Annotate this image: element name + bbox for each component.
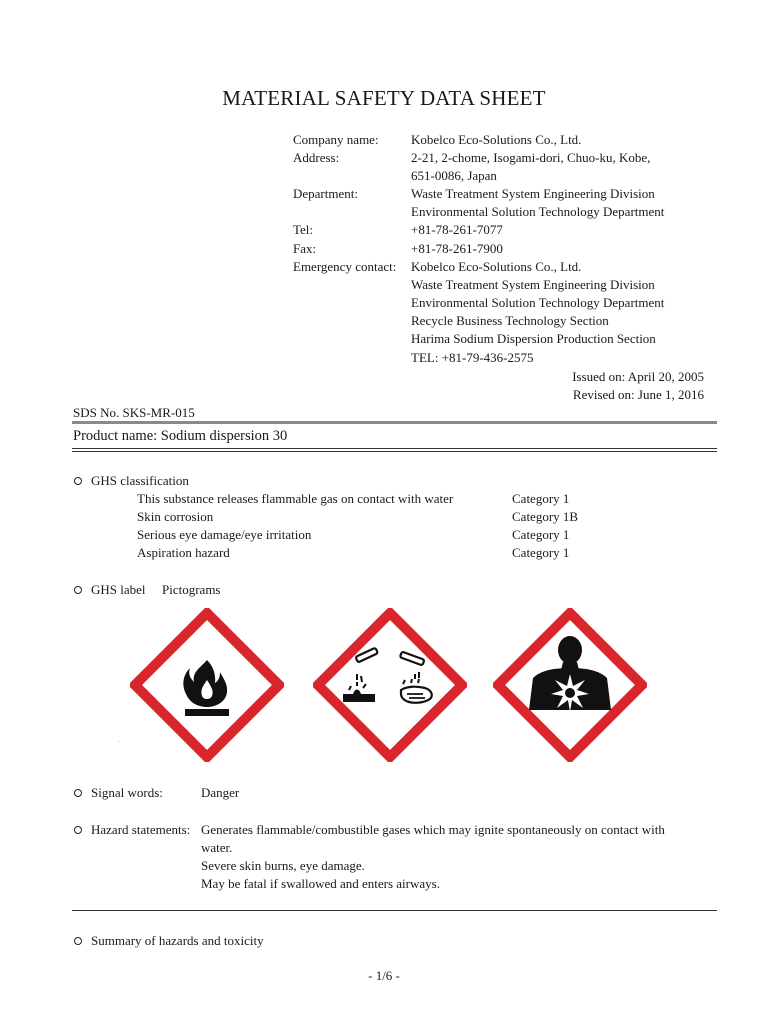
hazard-statement: May be fatal if swallowed and enters airways. [201,876,440,891]
emergency-line: TEL: +81-79-436-2575 [411,350,534,365]
hazard-statement: Severe skin burns, eye damage. [201,858,365,873]
tel-label: Tel: [293,222,314,237]
divider [72,910,717,911]
emergency-line: Waste Treatment System Engineering Division [411,277,655,292]
bullet-circle-icon [74,826,82,834]
emergency-label: Emergency contact: [293,259,397,274]
fax-label: Fax: [293,241,317,256]
emergency-line: Harima Sodium Dispersion Production Section [411,331,656,346]
emergency-line: Environmental Solution Technology Department [411,295,665,310]
bullet-circle-icon [74,789,82,797]
tel-value: +81-78-261-7077 [411,222,503,237]
address-line: 2-21, 2-chome, Isogami-dori, Chuo-ku, Kobe, [411,150,651,165]
bullet-circle-icon [74,477,82,485]
issued-date: Issued on: April 20, 2005 [572,369,704,384]
department-line: Environmental Solution Technology Department [411,204,665,219]
company-name: Kobelco Eco-Solutions Co., Ltd. [411,132,582,147]
page-number: - 1/6 - [368,968,400,983]
health-hazard-icon [493,608,647,762]
hazard-category: Category 1 [512,491,570,506]
document-title: MATERIAL SAFETY DATA SHEET [222,86,546,110]
hazard-statement: Generates flammable/combustible gases which may ignite spontaneously on contact with [201,822,665,837]
bullet-circle-icon [74,586,82,594]
hazard-statements-label: Hazard statements: [91,822,191,837]
fax-value: +81-78-261-7900 [411,241,503,256]
hazard-category: Category 1B [512,509,579,524]
pictograms-subheading: Pictograms [162,582,221,597]
ghs-label-heading: GHS label [91,582,146,597]
emergency-line: Kobelco Eco-Solutions Co., Ltd. [411,259,582,274]
ghs-classification-heading: GHS classification [91,473,189,488]
signal-words-value: Danger [201,785,240,800]
summary-heading: Summary of hazards and toxicity [91,933,264,948]
hazard-class: This substance releases flammable gas on contact with water [137,491,454,506]
sds-number: SDS No. SKS-MR-015 [73,405,195,420]
address-label: Address: [293,150,340,165]
signal-words-label: Signal words: [91,785,163,800]
corrosion-icon [313,608,467,762]
divider [72,421,717,424]
divider [72,448,717,449]
department-label: Department: [293,186,358,201]
flame-icon [130,608,284,762]
product-name: Product name: Sodium dispersion 30 [73,428,288,444]
hazard-statement: water. [201,840,233,855]
emergency-line: Recycle Business Technology Section [411,313,609,328]
address-line: 651-0086, Japan [411,168,497,183]
hazard-class: Serious eye damage/eye irritation [137,527,312,542]
hazard-category: Category 1 [512,545,570,560]
department-line: Waste Treatment System Engineering Division [411,186,655,201]
hazard-class: Aspiration hazard [137,545,230,560]
scan-speck: . [119,738,121,744]
revised-date: Revised on: June 1, 2016 [572,387,704,402]
bullet-circle-icon [74,937,82,945]
hazard-category: Category 1 [512,527,570,542]
hazard-class: Skin corrosion [137,509,214,524]
company-name-label: Company name: [293,132,379,147]
divider [72,451,717,452]
